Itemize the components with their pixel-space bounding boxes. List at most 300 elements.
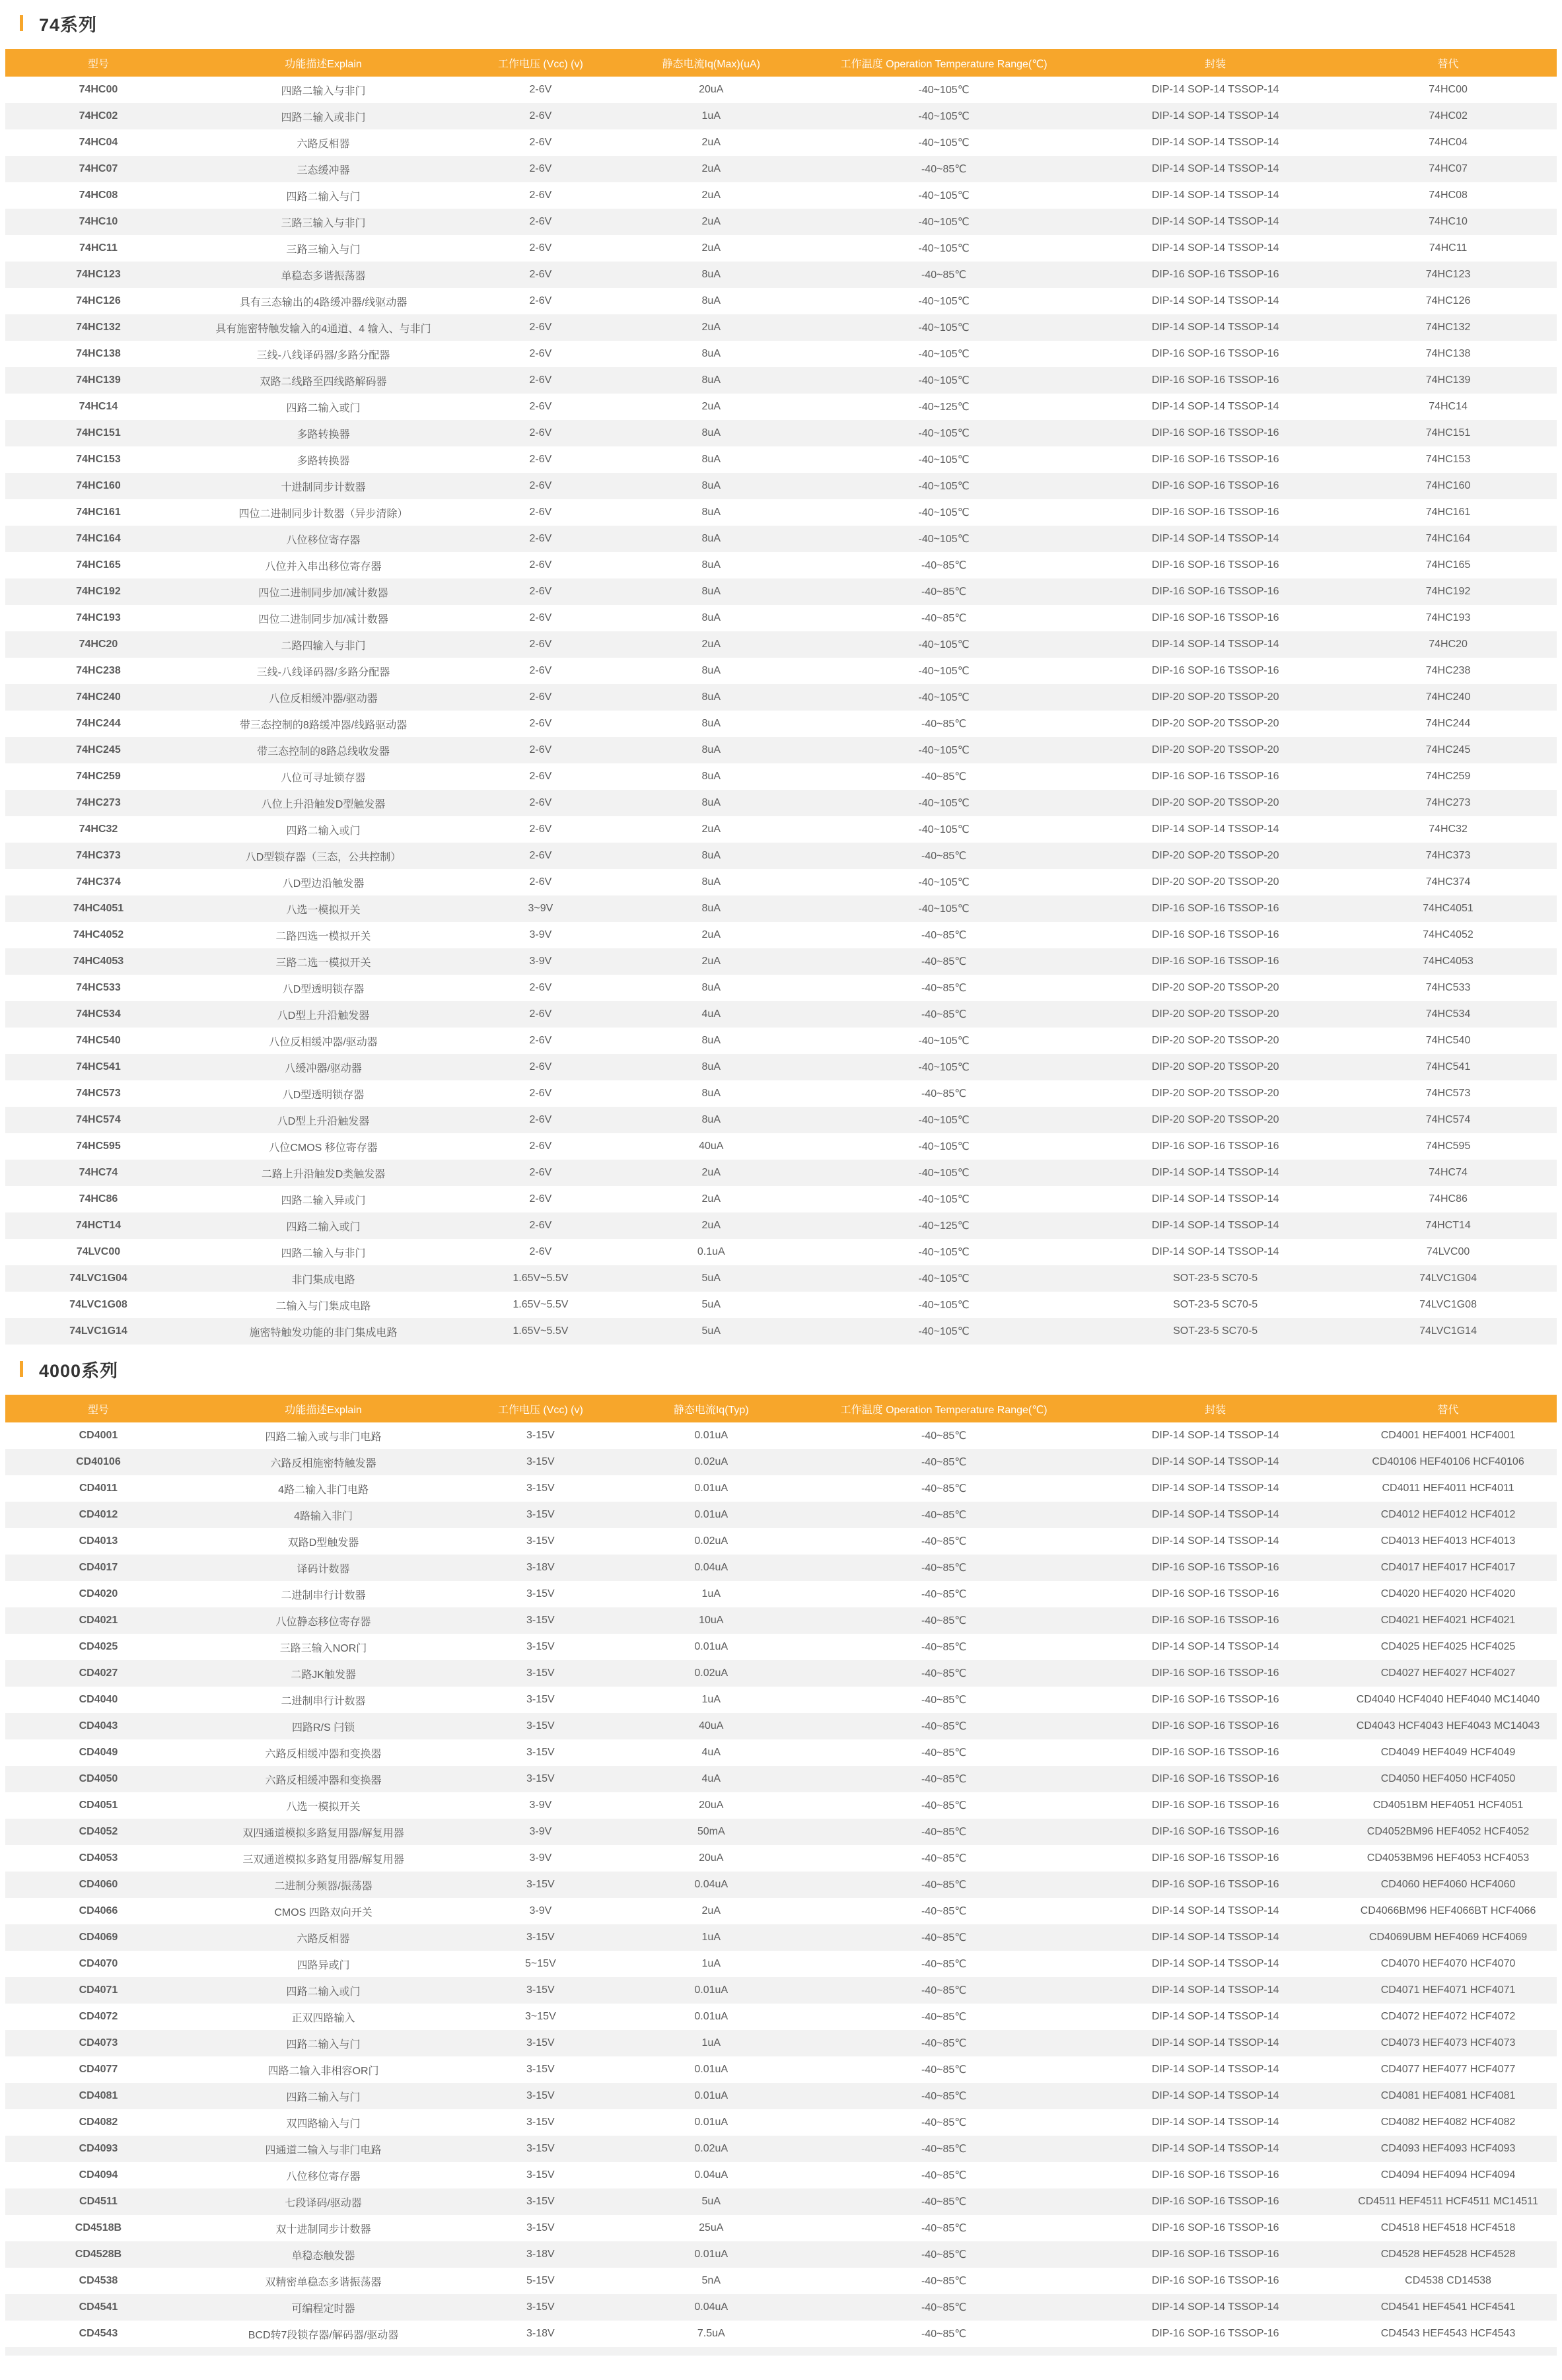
package-cell: DIP-14 SOP-14 TSSOP-14 [1091, 1186, 1339, 1212]
voltage-cell: 2-6V [455, 763, 625, 790]
temperature-cell: -40~105℃ [797, 869, 1091, 895]
description-cell: 三路三输入与门 [192, 235, 455, 262]
replacement-cell: 74HC138 [1339, 341, 1557, 367]
package-cell: DIP-20 SOP-20 TSSOP-20 [1091, 737, 1339, 763]
replacement-cell: 74HC164 [1339, 526, 1557, 552]
description-cell: CMOS 四路双向开关 [192, 1898, 455, 1924]
description-cell: 六路反相器 [192, 1924, 455, 1951]
current-cell: 10uA [626, 1607, 797, 1634]
current-cell: 5uA [626, 2188, 797, 2215]
model-cell[interactable]: CD4543 [5, 2321, 192, 2347]
table-row [5, 156, 1557, 182]
model-cell[interactable]: CD4021 [5, 1607, 192, 1634]
package-cell: DIP-20 SOP-20 TSSOP-20 [1091, 1028, 1339, 1054]
package-cell: DIP-14 SOP-14 TSSOP-14 [1091, 2083, 1339, 2109]
temperature-cell: -40~85℃ [797, 763, 1091, 790]
model-cell[interactable]: CD4528B [5, 2241, 192, 2268]
voltage-cell: 2-6V [455, 605, 625, 631]
model-cell[interactable]: 74HC373 [5, 843, 192, 869]
table-row [5, 2083, 1557, 2109]
description-cell: 八D型锁存器（三态，公共控制） [192, 843, 455, 869]
package-cell: DIP-14 SOP-14 TSSOP-14 [1091, 631, 1339, 658]
temperature-cell: -40~105℃ [797, 1107, 1091, 1133]
voltage-cell: 3-15V [455, 1528, 625, 1555]
description-cell: 八位并入串出移位寄存器 [192, 552, 455, 578]
package-cell: DIP-16 SOP-16 TSSOP-16 [1091, 895, 1339, 922]
model-cell[interactable]: CD4077 [5, 2056, 192, 2083]
package-cell: DIP-14 SOP-14 TSSOP-14 [1091, 314, 1339, 341]
package-cell: DIP-14 SOP-14 TSSOP-14 [1091, 1898, 1339, 1924]
description-cell: 八缓冲器/驱动器 [192, 1054, 455, 1080]
model-cell[interactable]: 74HC4051 [5, 895, 192, 922]
current-cell: 40uA [626, 1713, 797, 1739]
table-row [5, 816, 1557, 843]
current-cell: 8uA [626, 605, 797, 631]
model-cell[interactable]: CD4073 [5, 2030, 192, 2056]
voltage-cell: 3~15V [455, 2004, 625, 2030]
description-cell: 八选一模拟开关 [192, 895, 455, 922]
description-cell: 八位静态移位寄存器 [192, 1607, 455, 1634]
table-row [5, 711, 1557, 737]
model-cell[interactable]: 74LVC1G14 [5, 1318, 192, 1345]
model-cell[interactable]: CD4070 [5, 1951, 192, 1977]
package-cell: DIP-16 SOP-16 TSSOP-16 [1091, 473, 1339, 499]
model-cell[interactable]: CD4071 [5, 1977, 192, 2004]
replacement-cell: 74LVC1G04 [1339, 1265, 1557, 1292]
replacement-cell: CD4013 HEF4013 HCF4013 [1339, 1528, 1557, 1555]
model-cell[interactable]: 74HC244 [5, 711, 192, 737]
model-cell[interactable]: CD4013 [5, 1528, 192, 1555]
model-cell[interactable]: CD4043 [5, 1713, 192, 1739]
voltage-cell: 3-15V [455, 1502, 625, 1528]
model-cell[interactable]: 74HC240 [5, 684, 192, 711]
model-cell[interactable]: 74HC573 [5, 1080, 192, 1107]
package-cell: DIP-16 SOP-16 TSSOP-16 [1091, 262, 1339, 288]
header-row [5, 49, 1557, 77]
replacement-cell: 74HC238 [1339, 658, 1557, 684]
model-cell[interactable]: 74HC374 [5, 869, 192, 895]
voltage-cell: 3-9V [455, 922, 625, 948]
description-cell: 三线-八线译码器/多路分配器 [192, 341, 455, 367]
replacement-cell: 74HC123 [1339, 262, 1557, 288]
temperature-cell: -40~105℃ [797, 473, 1091, 499]
temperature-cell: -40~105℃ [797, 314, 1091, 341]
replacement-cell: CD4069UBM HEF4069 HCF4069 [1339, 1924, 1557, 1951]
model-cell[interactable]: 74LVC1G04 [5, 1265, 192, 1292]
model-cell[interactable]: CD4081 [5, 2083, 192, 2109]
description-cell: 八选一模拟开关 [192, 1792, 455, 1819]
voltage-cell: 3-15V [455, 2294, 625, 2321]
model-cell[interactable]: 74HC533 [5, 975, 192, 1001]
current-cell: 1uA [626, 1687, 797, 1713]
model-cell[interactable]: 74HC02 [5, 103, 192, 129]
model-cell[interactable]: 74HC238 [5, 658, 192, 684]
model-cell[interactable]: CD4072 [5, 2004, 192, 2030]
model-cell[interactable]: 74HC151 [5, 420, 192, 446]
description-cell: 双四通道模拟多路复用器/解复用器 [192, 1819, 455, 1845]
replacement-cell: 74HC86 [1339, 1186, 1557, 1212]
current-cell: 2uA [626, 922, 797, 948]
table-row [5, 552, 1557, 578]
description-cell: 二输入与门集成电路 [192, 1292, 455, 1318]
temperature-cell: -40~85℃ [797, 1898, 1091, 1924]
voltage-cell: 2-6V [455, 341, 625, 367]
package-cell: DIP-16 SOP-16 TSSOP-16 [1091, 1845, 1339, 1872]
current-cell: 8uA [626, 763, 797, 790]
current-cell: 4uA [626, 1766, 797, 1792]
model-cell[interactable]: 74HC04 [5, 129, 192, 156]
model-cell[interactable]: 74HC259 [5, 763, 192, 790]
replacement-cell: CD4070 HEF4070 HCF4070 [1339, 1951, 1557, 1977]
model-cell[interactable]: 74HC273 [5, 790, 192, 816]
replacement-cell: 74HC192 [1339, 578, 1557, 605]
model-cell[interactable]: 74HC160 [5, 473, 192, 499]
current-cell: 0.01uA [626, 2109, 797, 2136]
package-cell: DIP-14 SOP-14 TSSOP-14 [1091, 235, 1339, 262]
current-cell: 8uA [626, 288, 797, 314]
sections-root [0, 13, 1562, 2356]
description-cell: 四路R/S 闩锁 [192, 1713, 455, 1739]
temperature-cell: -40~105℃ [797, 631, 1091, 658]
replacement-cell: 74HC165 [1339, 552, 1557, 578]
model-cell[interactable]: 74HC11 [5, 235, 192, 262]
col-header-model: 型号 [5, 49, 192, 77]
current-cell: 8uA [626, 711, 797, 737]
voltage-cell: 3-9V [455, 948, 625, 975]
replacement-cell: CD4043 HCF4043 HEF4043 MC14043 [1339, 1713, 1557, 1739]
current-cell: 0.01uA [626, 1977, 797, 2004]
model-cell[interactable]: CD4093 [5, 2136, 192, 2162]
table-bottom-strip [5, 2347, 1557, 2356]
model-cell[interactable]: CD4060 [5, 1872, 192, 1898]
voltage-cell: 3-18V [455, 2321, 625, 2347]
temperature-cell: -40~105℃ [797, 209, 1091, 235]
temperature-cell: -40~105℃ [797, 790, 1091, 816]
model-cell[interactable]: 74HCT14 [5, 1212, 192, 1239]
replacement-cell: 74HC244 [1339, 711, 1557, 737]
table-row [5, 684, 1557, 711]
description-cell: 四路二输入或与非门电路 [192, 1422, 455, 1449]
package-cell: DIP-14 SOP-14 TSSOP-14 [1091, 1239, 1339, 1265]
model-cell[interactable]: 74HC540 [5, 1028, 192, 1054]
model-cell[interactable]: 74HC164 [5, 526, 192, 552]
model-cell[interactable]: 74HC193 [5, 605, 192, 631]
model-cell[interactable]: 74HC86 [5, 1186, 192, 1212]
voltage-cell: 1.65V~5.5V [455, 1292, 625, 1318]
model-cell[interactable]: 74HC245 [5, 737, 192, 763]
current-cell: 0.04uA [626, 1872, 797, 1898]
temperature-cell: -40~85℃ [797, 2083, 1091, 2109]
section-title-4000 [20, 1359, 1562, 1379]
model-cell[interactable]: 74HC165 [5, 552, 192, 578]
description-cell: 四路二输入与门 [192, 2030, 455, 2056]
current-cell: 50mA [626, 1819, 797, 1845]
table-row [5, 1186, 1557, 1212]
table-row [5, 288, 1557, 314]
replacement-cell: CD4081 HEF4081 HCF4081 [1339, 2083, 1557, 2109]
voltage-cell: 2-6V [455, 578, 625, 605]
table-row [5, 2294, 1557, 2321]
temperature-cell: -40~85℃ [797, 2321, 1091, 2347]
table-row [5, 2136, 1557, 2162]
description-cell: 二路JK触发器 [192, 1660, 455, 1687]
description-cell: 四通道二输入与非门电路 [192, 2136, 455, 2162]
replacement-cell: CD4060 HEF4060 HCF4060 [1339, 1872, 1557, 1898]
current-cell: 2uA [626, 182, 797, 209]
package-cell: DIP-14 SOP-14 TSSOP-14 [1091, 182, 1339, 209]
col-header-description: 功能描述Explain [192, 49, 455, 77]
description-cell: 四位二进制同步计数器（异步清除） [192, 499, 455, 526]
replacement-cell: CD4011 HEF4011 HCF4011 [1339, 1475, 1557, 1502]
package-cell: DIP-16 SOP-16 TSSOP-16 [1091, 1739, 1339, 1766]
package-cell: DIP-20 SOP-20 TSSOP-20 [1091, 711, 1339, 737]
model-cell[interactable]: 74HC4052 [5, 922, 192, 948]
voltage-cell: 2-6V [455, 473, 625, 499]
package-cell: DIP-16 SOP-16 TSSOP-16 [1091, 446, 1339, 473]
temperature-cell: -40~85℃ [797, 1924, 1091, 1951]
model-cell[interactable]: CD4518B [5, 2215, 192, 2241]
temperature-cell: -40~85℃ [797, 948, 1091, 975]
replacement-cell: CD4077 HEF4077 HCF4077 [1339, 2056, 1557, 2083]
model-cell[interactable]: 74LVC1G08 [5, 1292, 192, 1318]
current-cell: 40uA [626, 1133, 797, 1160]
description-cell: 四路二输入或门 [192, 816, 455, 843]
replacement-cell: 74HC74 [1339, 1160, 1557, 1186]
current-cell: 1uA [626, 1581, 797, 1607]
temperature-cell: -40~85℃ [797, 1687, 1091, 1713]
model-cell[interactable]: CD4012 [5, 1502, 192, 1528]
model-cell[interactable]: 74HC139 [5, 367, 192, 394]
voltage-cell: 2-6V [455, 499, 625, 526]
package-cell: DIP-14 SOP-14 TSSOP-14 [1091, 816, 1339, 843]
temperature-cell: -40~85℃ [797, 2056, 1091, 2083]
model-cell[interactable]: CD4049 [5, 1739, 192, 1766]
col-header-model: 型号 [5, 1395, 192, 1422]
model-cell[interactable]: 74HC00 [5, 77, 192, 103]
table-row [5, 843, 1557, 869]
description-cell: 四路二输入非相容OR门 [192, 2056, 455, 2083]
table-row [5, 578, 1557, 605]
replacement-cell: CD4053BM96 HEF4053 HCF4053 [1339, 1845, 1557, 1872]
replacement-cell: 74HC374 [1339, 869, 1557, 895]
package-cell: DIP-14 SOP-14 TSSOP-14 [1091, 103, 1339, 129]
temperature-cell: -40~105℃ [797, 1318, 1091, 1345]
current-cell: 1uA [626, 2030, 797, 2056]
model-cell[interactable]: 74HC32 [5, 816, 192, 843]
description-cell: 四路二输入异或门 [192, 1186, 455, 1212]
replacement-cell: 74HC595 [1339, 1133, 1557, 1160]
voltage-cell: 2-6V [455, 816, 625, 843]
voltage-cell: 2-6V [455, 1212, 625, 1239]
model-cell[interactable]: CD40106 [5, 1449, 192, 1475]
model-cell[interactable]: 74HC08 [5, 182, 192, 209]
model-cell[interactable]: CD4051 [5, 1792, 192, 1819]
table-row [5, 1001, 1557, 1028]
model-cell[interactable]: CD4040 [5, 1687, 192, 1713]
replacement-cell: CD4541 HEF4541 HCF4541 [1339, 2294, 1557, 2321]
model-cell[interactable]: 74HC534 [5, 1001, 192, 1028]
current-cell: 2uA [626, 314, 797, 341]
model-cell[interactable]: 74HC20 [5, 631, 192, 658]
model-cell[interactable]: CD4069 [5, 1924, 192, 1951]
replacement-cell: 74HC08 [1339, 182, 1557, 209]
model-cell[interactable]: CD4541 [5, 2294, 192, 2321]
model-cell[interactable]: CD4052 [5, 1819, 192, 1845]
model-cell[interactable]: CD4025 [5, 1634, 192, 1660]
model-cell[interactable]: CD4053 [5, 1845, 192, 1872]
description-cell: 十进制同步计数器 [192, 473, 455, 499]
package-cell: DIP-14 SOP-14 TSSOP-14 [1091, 156, 1339, 182]
current-cell: 20uA [626, 77, 797, 103]
table-row [5, 129, 1557, 156]
package-cell: DIP-16 SOP-16 TSSOP-16 [1091, 367, 1339, 394]
voltage-cell: 3-18V [455, 2241, 625, 2268]
model-cell[interactable]: 74HC10 [5, 209, 192, 235]
current-cell: 2uA [626, 1898, 797, 1924]
model-cell[interactable]: CD4020 [5, 1581, 192, 1607]
replacement-cell: CD4072 HEF4072 HCF4072 [1339, 2004, 1557, 2030]
model-cell[interactable]: 74HC138 [5, 341, 192, 367]
model-cell[interactable]: 74HC132 [5, 314, 192, 341]
model-cell[interactable]: CD4017 [5, 1555, 192, 1581]
model-cell[interactable]: 74HC07 [5, 156, 192, 182]
table-row [5, 2215, 1557, 2241]
voltage-cell: 2-6V [455, 314, 625, 341]
col-header-description: 功能描述Explain [192, 1395, 455, 1422]
model-cell[interactable]: 74HC14 [5, 394, 192, 420]
model-cell[interactable]: 74HC192 [5, 578, 192, 605]
description-cell: 双四路输入与门 [192, 2109, 455, 2136]
model-cell[interactable]: CD4538 [5, 2268, 192, 2294]
model-cell[interactable]: 74LVC00 [5, 1239, 192, 1265]
voltage-cell: 2-6V [455, 262, 625, 288]
replacement-cell: CD40106 HEF40106 HCF40106 [1339, 1449, 1557, 1475]
replacement-cell: CD4066BM96 HEF4066BT HCF4066 [1339, 1898, 1557, 1924]
replacement-cell: 74HC573 [1339, 1080, 1557, 1107]
model-cell[interactable]: 74HC74 [5, 1160, 192, 1186]
current-cell: 8uA [626, 262, 797, 288]
table-row [5, 1792, 1557, 1819]
table-row [5, 1449, 1557, 1475]
temperature-cell: -40~85℃ [797, 1502, 1091, 1528]
replacement-cell: CD4538 CD14538 [1339, 2268, 1557, 2294]
temperature-cell: -40~85℃ [797, 2294, 1091, 2321]
description-cell: 四路二输入与门 [192, 182, 455, 209]
temperature-cell: -40~85℃ [797, 1845, 1091, 1872]
temperature-cell: -40~105℃ [797, 288, 1091, 314]
model-cell[interactable]: CD4027 [5, 1660, 192, 1687]
table-row [5, 182, 1557, 209]
title-accent-bar [20, 15, 23, 31]
description-cell: 八D型透明锁存器 [192, 975, 455, 1001]
current-cell: 4uA [626, 1001, 797, 1028]
current-cell: 8uA [626, 552, 797, 578]
replacement-cell: 74HC541 [1339, 1054, 1557, 1080]
temperature-cell: -40~125℃ [797, 394, 1091, 420]
temperature-cell: -40~85℃ [797, 1951, 1091, 1977]
model-cell[interactable]: 74HC541 [5, 1054, 192, 1080]
description-cell: 双路二线路至四线路解码器 [192, 367, 455, 394]
model-cell[interactable]: 74HC161 [5, 499, 192, 526]
package-cell: DIP-16 SOP-16 TSSOP-16 [1091, 1581, 1339, 1607]
model-cell[interactable]: 74HC595 [5, 1133, 192, 1160]
table-row [5, 314, 1557, 341]
table-row [5, 499, 1557, 526]
temperature-cell: -40~105℃ [797, 129, 1091, 156]
voltage-cell: 1.65V~5.5V [455, 1265, 625, 1292]
replacement-cell: 74HC533 [1339, 975, 1557, 1001]
description-cell: 施密特触发功能的非门集成电路 [192, 1318, 455, 1345]
table-row [5, 1924, 1557, 1951]
table-row [5, 1581, 1557, 1607]
temperature-cell: -40~85℃ [797, 1528, 1091, 1555]
model-cell[interactable]: 74HC4053 [5, 948, 192, 975]
table-row [5, 1555, 1557, 1581]
table-row [5, 394, 1557, 420]
model-cell[interactable]: CD4082 [5, 2109, 192, 2136]
temperature-cell: -40~85℃ [797, 1634, 1091, 1660]
current-cell: 2uA [626, 1186, 797, 1212]
voltage-cell: 5-15V [455, 2268, 625, 2294]
table-row [5, 235, 1557, 262]
table-row [5, 1739, 1557, 1766]
model-cell[interactable]: 74HC123 [5, 262, 192, 288]
current-cell: 0.02uA [626, 2136, 797, 2162]
model-cell[interactable]: CD4050 [5, 1766, 192, 1792]
replacement-cell: CD4025 HEF4025 HCF4025 [1339, 1634, 1557, 1660]
package-cell: DIP-16 SOP-16 TSSOP-16 [1091, 578, 1339, 605]
table-row [5, 420, 1557, 446]
current-cell: 1uA [626, 103, 797, 129]
description-cell: 四路异或门 [192, 1951, 455, 1977]
model-cell[interactable]: CD4511 [5, 2188, 192, 2215]
temperature-cell: -40~85℃ [797, 2004, 1091, 2030]
current-cell: 2uA [626, 235, 797, 262]
description-cell: 八位上升沿触发D型触发器 [192, 790, 455, 816]
replacement-cell: 74HC153 [1339, 446, 1557, 473]
table-row [5, 1054, 1557, 1080]
current-cell: 8uA [626, 473, 797, 499]
model-cell[interactable]: CD4001 [5, 1422, 192, 1449]
current-cell: 7.5uA [626, 2321, 797, 2347]
model-cell[interactable]: CD4066 [5, 1898, 192, 1924]
model-cell[interactable]: 74HC153 [5, 446, 192, 473]
package-cell: DIP-14 SOP-14 TSSOP-14 [1091, 1977, 1339, 2004]
model-cell[interactable]: CD4011 [5, 1475, 192, 1502]
replacement-cell: 74HC574 [1339, 1107, 1557, 1133]
table-row [5, 1951, 1557, 1977]
replacement-cell: 74HC02 [1339, 103, 1557, 129]
model-cell[interactable]: CD4094 [5, 2162, 192, 2188]
voltage-cell: 2-6V [455, 1107, 625, 1133]
model-cell[interactable]: 74HC126 [5, 288, 192, 314]
current-cell: 0.01uA [626, 2004, 797, 2030]
temperature-cell: -40~85℃ [797, 1766, 1091, 1792]
table-row [5, 631, 1557, 658]
description-cell: 六路反相施密特触发器 [192, 1449, 455, 1475]
package-cell: DIP-16 SOP-16 TSSOP-16 [1091, 1819, 1339, 1845]
replacement-cell: 74HC00 [1339, 77, 1557, 103]
table-row [5, 341, 1557, 367]
description-cell: 六路反相器 [192, 129, 455, 156]
col-header-package: 封装 [1091, 49, 1339, 77]
description-cell: 多路转换器 [192, 420, 455, 446]
package-cell: DIP-16 SOP-16 TSSOP-16 [1091, 1660, 1339, 1687]
model-cell[interactable]: 74HC574 [5, 1107, 192, 1133]
replacement-cell: CD4511 HEF4511 HCF4511 MC14511 [1339, 2188, 1557, 2215]
package-cell: DIP-16 SOP-16 TSSOP-16 [1091, 1687, 1339, 1713]
table-row [5, 209, 1557, 235]
